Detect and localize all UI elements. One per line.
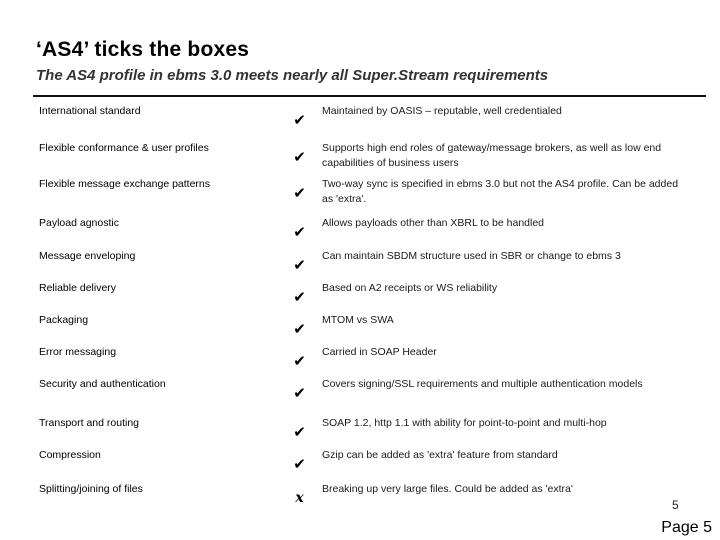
table-row (33, 313, 679, 345)
check-icon: ✔ (293, 224, 306, 241)
table-row (33, 249, 679, 281)
description-cell: Carried in SOAP Header (322, 346, 437, 358)
description-cell: Can maintain SBDM structure used in SBR or change to ebms 3 (322, 250, 621, 262)
requirement-cell: International standard (39, 105, 141, 117)
description-cell: Allows payloads other than XBRL to be handled (322, 217, 545, 229)
table-row (33, 104, 679, 141)
slide-subtitle: The AS4 profile in ebms 3.0 meets nearly all Super.Stream requirements (36, 67, 549, 84)
table-row (33, 482, 679, 516)
table-row (33, 141, 679, 177)
description-cell: Supports high end roles of gateway/message brokers, as well as low end capabilities of business users (322, 142, 662, 169)
check-icon: ✔ (293, 456, 306, 473)
check-icon: ✔ (293, 289, 306, 306)
requirement-cell: Flexible message exchange patterns (39, 178, 211, 190)
requirement-cell: Security and authentication (39, 378, 166, 390)
requirement-cell: Splitting/joining of files (39, 483, 143, 495)
table-row (33, 416, 679, 448)
description-cell: Maintained by OASIS – reputable, well credentialed (322, 105, 562, 117)
check-icon: ✔ (293, 257, 306, 274)
description-cell: Covers signing/SSL requirements and multiple authentication models (322, 378, 643, 390)
requirement-cell: Message enveloping (39, 250, 136, 262)
requirement-cell: Payload agnostic (39, 217, 119, 229)
description-cell: Based on A2 receipts or WS reliability (322, 282, 498, 294)
requirement-cell: Flexible conformance & user profiles (39, 142, 209, 154)
check-icon: ✔ (293, 149, 306, 166)
requirement-cell: Transport and routing (39, 417, 140, 429)
check-icon: ✔ (293, 385, 306, 402)
slide-title: ‘AS4’ ticks the boxes (36, 38, 250, 61)
table-row (33, 177, 679, 216)
description-cell: MTOM vs SWA (322, 314, 394, 326)
requirement-cell: Error messaging (39, 346, 117, 358)
title-rule (33, 95, 706, 97)
description-cell: SOAP 1.2, http 1.1 with ability for point-to-point and multi-hop (322, 417, 607, 429)
check-icon: ✔ (293, 424, 306, 441)
requirement-cell: Reliable delivery (39, 282, 117, 294)
check-icon: ✔ (293, 112, 306, 129)
requirement-cell: Compression (39, 449, 101, 461)
description-cell: Two-way sync is specified in ebms 3.0 but not the AS4 profile. Can be added as 'extra'. (322, 178, 679, 205)
description-cell: Breaking up very large files. Could be added as 'extra' (322, 483, 573, 495)
table-row (33, 216, 679, 249)
page-label: Page 5 (661, 519, 712, 536)
table-row (33, 281, 679, 313)
description-cell: Gzip can be added as 'extra' feature from standard (322, 449, 558, 461)
cross-icon: x (295, 490, 304, 506)
table-row (33, 377, 679, 416)
check-icon: ✔ (293, 185, 306, 202)
slide-number: 5 (672, 498, 679, 512)
requirements-table (33, 104, 679, 516)
table-row (33, 345, 679, 377)
check-icon: ✔ (293, 321, 306, 338)
check-icon: ✔ (293, 353, 306, 370)
requirement-cell: Packaging (39, 314, 89, 326)
table-row (33, 448, 679, 482)
